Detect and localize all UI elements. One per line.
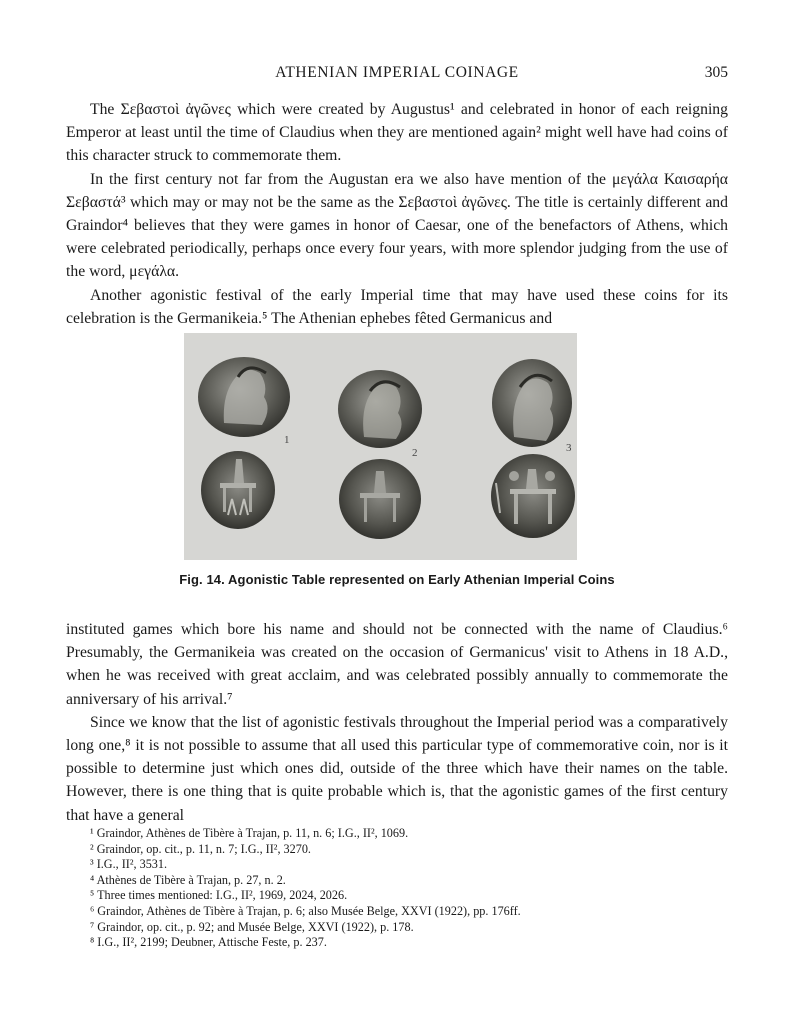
coin-label-2: 2 [412,447,418,459]
paragraph-sebastoi: The Σεβαστοὶ ἀγῶνες which were created by Augustus¹ and celebrated in honor of each reigning Emperor at least until the time of Claudius when they are mentioned again² might well have had coins of this character struck to commemorate them. [66,101,728,165]
coin-2-reverse [339,459,421,539]
coin-label-1: 1 [284,434,290,446]
coin-figure [184,333,577,560]
coin-3-reverse [491,454,575,538]
body-text-top [66,98,728,330]
body-text-bottom [66,618,728,827]
footnotes [90,826,730,951]
paragraph-germanikeia-continued: instituted games which bore his name and should not be connected with the name of Claudius.⁶ Presumably, the Germanikeia was created on the occasion of Germanicus' visit to Athens in 18 A.D., when he was received with great acclaim, and was celebrated possibly annually to commemorate the anniversary of his arrival.⁷ [66,621,728,708]
footnote-3: ³ I.G., II², 3531. [90,857,168,872]
coin-1-obverse [198,357,290,437]
running-title: ATHENIAN IMPERIAL COINAGE [275,64,519,81]
paragraph-germanikeia-intro: Another agonistic festival of the early Imperial time that may have used these coins for its celebration is the Germanikeia.⁵ The Athenian ephebes fêted Germanicus and [66,286,728,327]
figure-caption: Fig. 14. Agonistic Table represented on Early Athenian Imperial Coins [179,572,615,587]
page-header [66,64,728,86]
footnote-1: ¹ Graindor, Athènes de Tibère à Trajan, p. 11, n. 6; I.G., II², 1069. [90,826,409,840]
paragraph-kaisarea: In the first century not far from the Augustan era we also have mention of the μεγάλα Καισαρήα Σεβαστά³ which may or may not be the same as the Σεβαστοὶ ἀγῶνες. The title is certainly different and Graindor⁴ believes that they were games in honor of Caesar, one of the benefactors of Athens, which were celebrated periodically, perhaps once every four years, with more splendor judging from the use of the word, μεγάλα. [66,170,728,281]
paragraph-agonistic-festivals: Since we know that the list of agonistic festivals throughout the Imperial period was a comparatively long one,⁸ it is not possible to assume that all used this particular type of commemorative coin, nor is it possible to determine just which ones did, outside of the three which have their names on the table. However, there is one thing that is quite probable which is, that the agonistic games of the first century that have a general [66,713,728,824]
coin-3-obverse [492,359,572,447]
footnote-7: ⁷ Graindor, op. cit., p. 92; and Musée Belge, XXVI (1922), p. 178. [90,919,414,934]
footnote-4: ⁴ Athènes de Tibère à Trajan, p. 27, n. 2. [90,872,286,887]
coin-2-obverse [338,370,422,448]
footnote-8: ⁸ I.G., II², 2199; Deubner, Attische Feste, p. 237. [90,935,327,950]
footnote-6: ⁶ Graindor, Athènes de Tibère à Trajan, p. 6; also Musée Belge, XXVI (1922), pp. 176ff. [90,903,521,918]
footnote-5: ⁵ Three times mentioned: I.G., II², 1969, 2024, 2026. [90,888,348,903]
footnote-2: ² Graindor, op. cit., p. 11, n. 7; I.G., II², 3270. [90,841,311,856]
coin-1-reverse [201,451,275,529]
coin-photograph [184,333,577,560]
coin-label-3: 3 [566,442,572,454]
page-number: 305 [704,64,728,81]
